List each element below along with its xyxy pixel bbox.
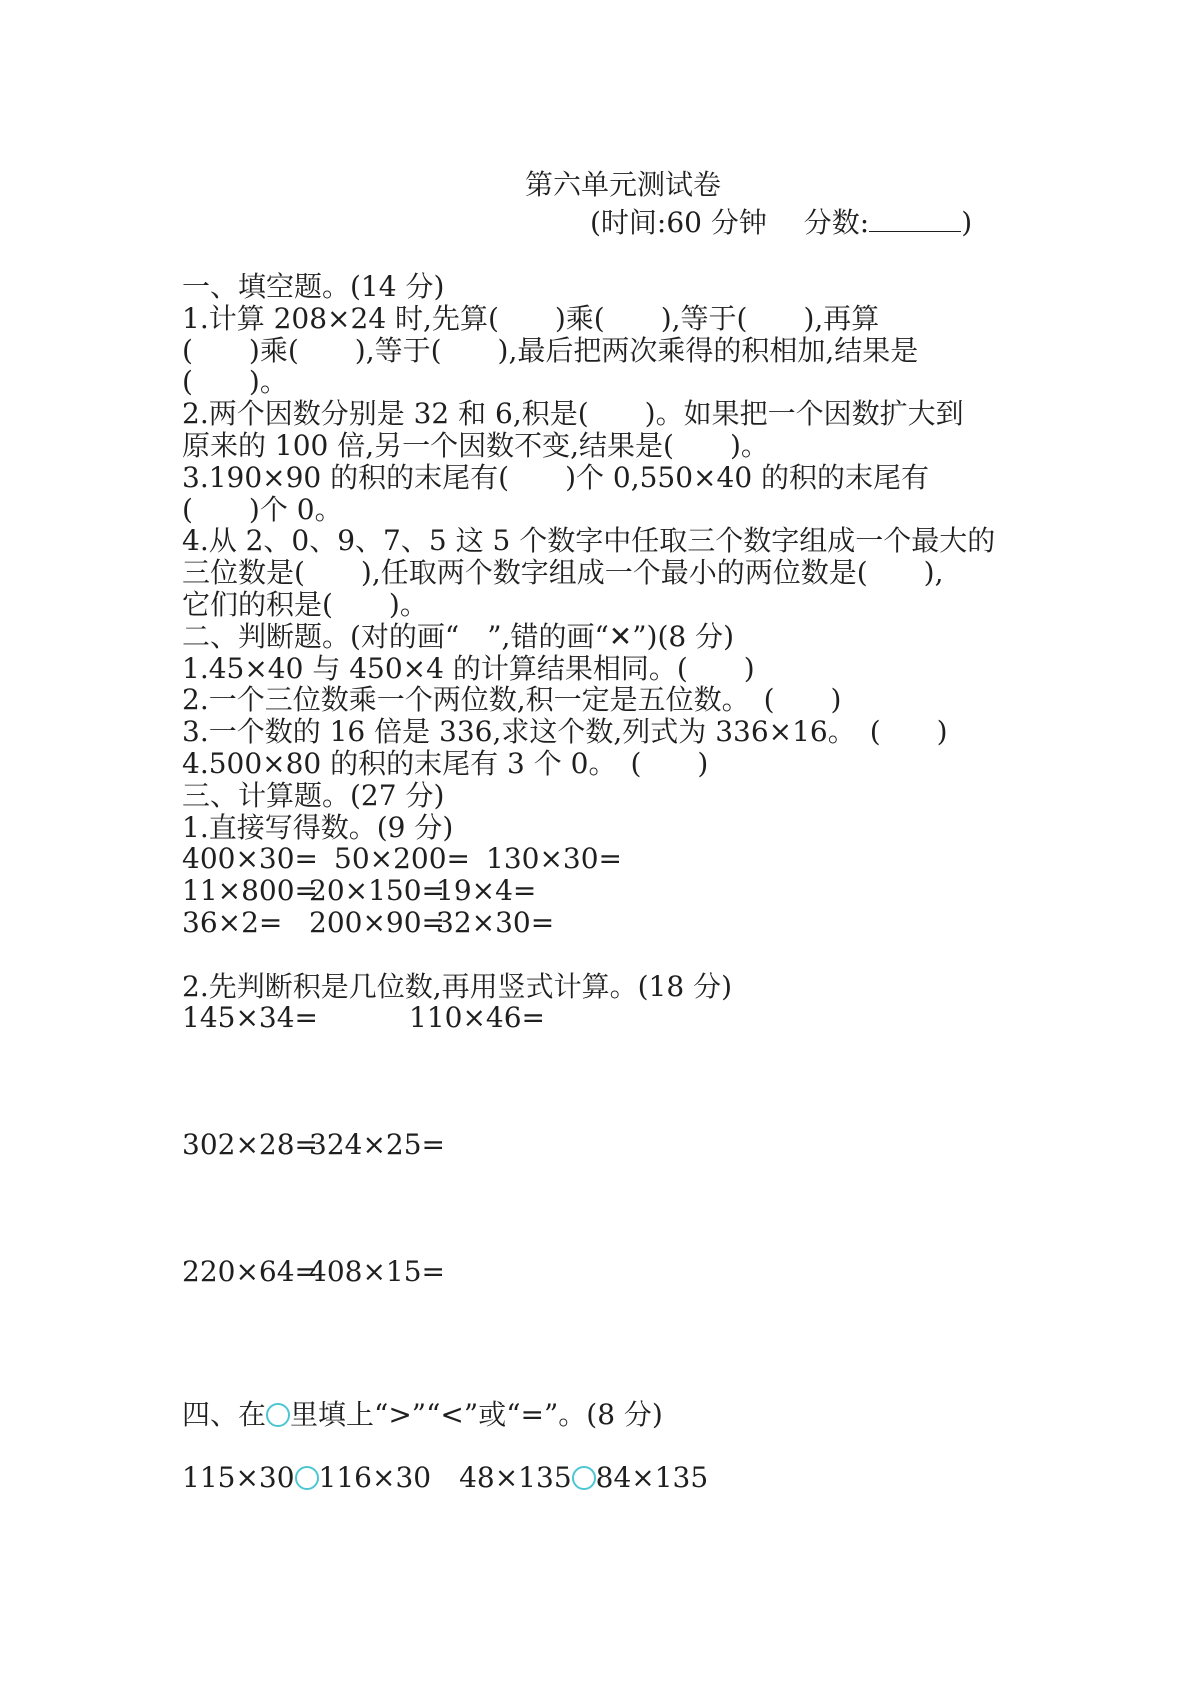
mental-math-item: 130×30= [486,842,622,876]
vertical-calc-item: 220×64= [182,1255,318,1288]
fill-blank-line: 3.190×90 的积的末尾有( )个 0,550×40 的积的末尾有 [182,460,930,494]
compare-left: 115×30 [182,1461,295,1494]
true-false-item: 3.一个数的 16 倍是 336,求这个数,列式为 336×16。 ( ) [182,715,948,749]
mental-math-item: 11×800= [182,874,318,908]
mental-math-item: 20×150= [309,874,445,908]
fill-blank-line: 2.两个因数分别是 32 和 6,积是( )。如果把一个因数扩大到 [182,397,964,431]
vertical-calc-item: 110×46= [409,1001,545,1035]
fill-blank-line: ( )乘( ),等于( ),最后把两次乘得的积相加,结果是 [182,333,919,367]
compare-circle-blank [295,1466,319,1490]
mental-math-item: 19×4= [436,874,537,908]
fill-blank-line: 1.计算 208×24 时,先算( )乘( ),等于( ),再算 [182,301,880,335]
mental-math-row [182,875,1023,907]
vertical-calc-row [182,1256,445,1288]
vertical-calc-row [182,1002,1023,1034]
compare-row [182,1462,708,1494]
section-heading-compare [182,1399,663,1431]
circle-icon [266,1403,290,1427]
subsection-heading-vertical: 2.先判断积是几位数,再用竖式计算。(18 分) [182,969,732,1003]
compare-left: 48×135 [459,1461,572,1494]
vertical-calc-item: 408×15= [309,1255,445,1288]
compare-heading-start: 四、在 [182,1398,267,1431]
section-heading-fill-blank: 一、填空题。(14 分) [182,270,445,303]
mental-math-item: 32×30= [436,905,555,939]
fill-blank-line: 它们的积是( )。 [182,587,428,621]
mental-math-row [182,843,1023,875]
score-blank [869,205,961,232]
compare-right: 116×30 [318,1461,432,1494]
mental-math-item: 200×90= [309,905,445,939]
true-false-item: 2.一个三位数乘一个两位数,积一定是五位数。 ( ) [182,683,842,717]
mental-math-row [182,907,1023,939]
compare-right: 84×135 [595,1461,709,1494]
fill-blank-line: ( )个 0。 [182,492,343,526]
question-body [182,271,1023,1034]
fill-blank-line: 原来的 100 倍,另一个因数不变,结果是( )。 [182,428,769,462]
mental-math-item: 36×2= [182,905,283,939]
page-title: 第六单元测试卷 [525,168,722,201]
fill-blank-line: ( )。 [182,365,288,399]
compare-heading-end: 里填上“>”“<”或“=”。(8 分) [290,1398,663,1431]
mental-math-item: 400×30= [182,842,318,876]
vertical-calc-item: 145×34= [182,1001,318,1035]
true-false-item: 4.500×80 的积的末尾有 3 个 0。 ( ) [182,746,709,780]
exam-info-close: ) [961,206,973,239]
vertical-calc-item: 324×25= [309,1128,445,1161]
subsection-heading-mental: 1.直接写得数。(9 分) [182,810,454,844]
section-heading-calculation: 三、计算题。(27 分) [182,778,445,812]
vertical-calc-row [182,1129,445,1161]
compare-circle-blank [572,1466,596,1490]
fill-blank-line: 三位数是( ),任取两个数字组成一个最小的两位数是( ), [182,556,944,590]
mental-math-item: 50×200= [334,842,470,876]
section-heading-true-false: 二、判断题。(对的画“ ”,错的画“✕”)(8 分) [182,619,735,653]
time-and-score-label: (时间:60 分钟 分数: [590,206,870,239]
true-false-item: 1.45×40 与 450×4 的计算结果相同。( ) [182,651,755,685]
exam-info [590,205,972,240]
vertical-calc-item: 302×28= [182,1128,318,1161]
blank-line [182,939,1023,971]
fill-blank-line: 4.从 2、0、9、7、5 这 5 个数字中任取三个数字组成一个最大的 [182,524,996,558]
